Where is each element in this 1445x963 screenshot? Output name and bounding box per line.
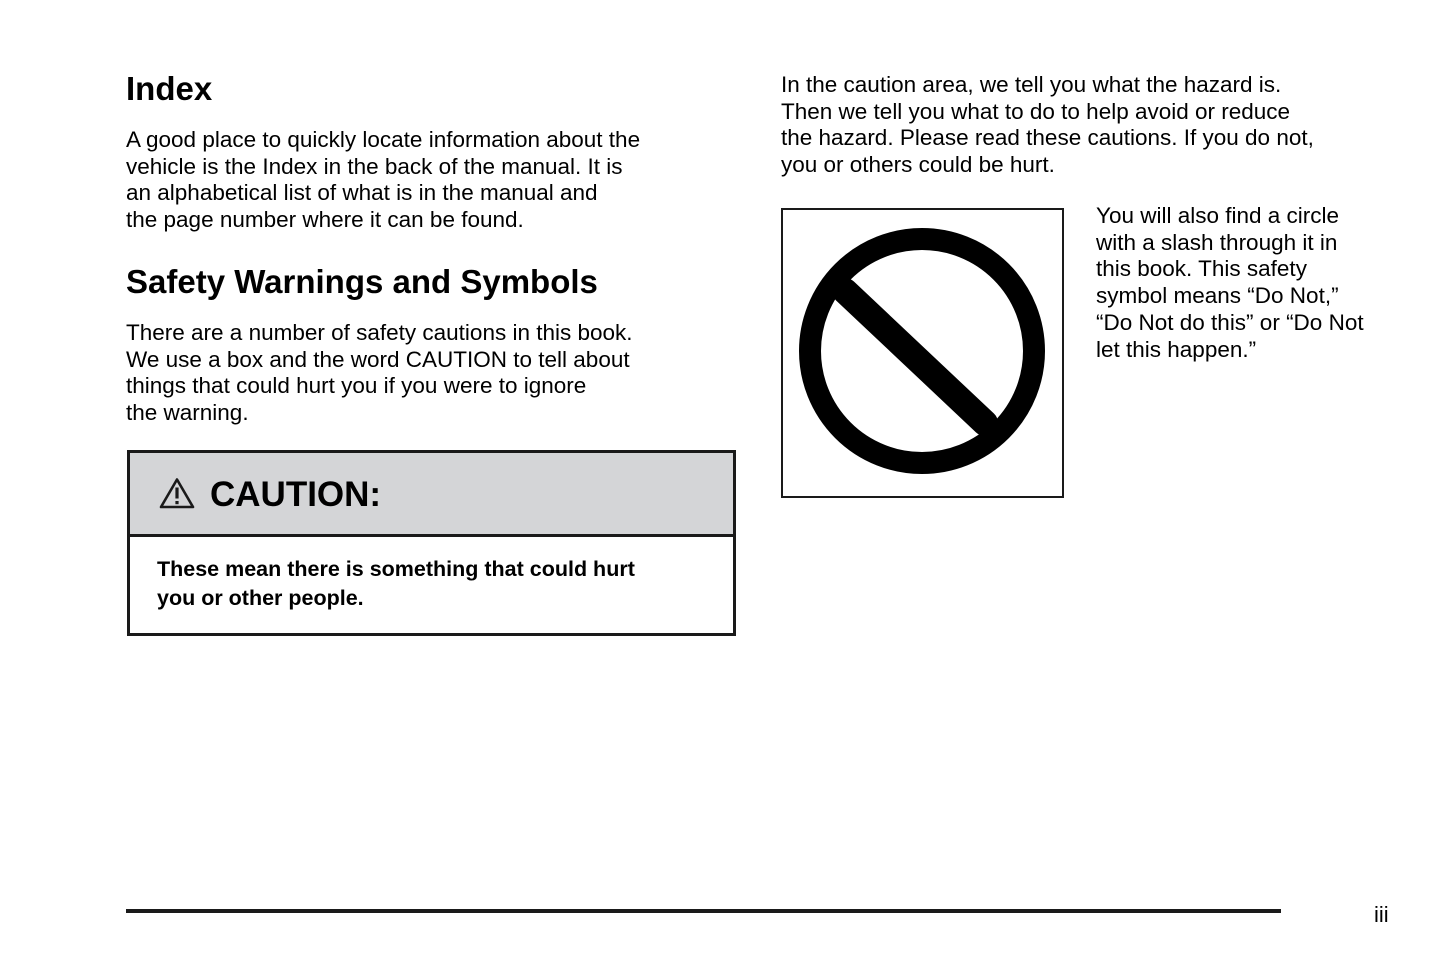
caution-line: you or other people. (157, 586, 364, 610)
caution-text (157, 555, 635, 613)
paragraph-line: things that could hurt you if you were to ignore (126, 373, 587, 399)
page-number: iii (1374, 902, 1389, 927)
paragraph-line: you or others could be hurt. (781, 152, 1055, 178)
prohibition-symbol-box (781, 208, 1064, 498)
paragraph-line: “Do Not do this” or “Do Not (1096, 309, 1364, 335)
hazard-paragraph (781, 72, 1314, 179)
caution-box (127, 450, 736, 636)
paragraph-line: the warning. (126, 400, 249, 426)
paragraph-line: There are a number of safety cautions in this book. (126, 320, 633, 345)
paragraph-line: In the caution area, we tell you what the hazard is. (781, 72, 1282, 97)
index-heading: Index (126, 70, 213, 107)
paragraph-line: with a slash through it in (1096, 229, 1338, 255)
paragraph-line: an alphabetical list of what is in the manual and (126, 180, 598, 206)
caution-label: CAUTION: (210, 475, 382, 514)
footer-divider (126, 909, 1281, 913)
warning-triangle-icon (159, 477, 195, 509)
paragraph-line: symbol means “Do Not,” (1096, 283, 1339, 309)
paragraph-line: let this happen.” (1096, 336, 1257, 362)
safety-paragraph (126, 320, 633, 427)
caution-header (130, 453, 733, 537)
paragraph-line: this book. This safety (1096, 256, 1307, 282)
caution-line: These mean there is something that could hurt (157, 557, 635, 581)
paragraph-line: A good place to quickly locate information about the (126, 127, 641, 152)
safety-warnings-heading: Safety Warnings and Symbols (126, 263, 598, 300)
paragraph-line: Then we tell you what to do to help avoid or reduce (781, 98, 1291, 124)
index-paragraph (126, 127, 640, 234)
prohibition-circle-slash-icon (783, 210, 1062, 496)
paragraph-line: vehicle is the Index in the back of the manual. It is (126, 153, 623, 179)
paragraph-line: the page number where it can be found. (126, 207, 524, 233)
symbol-paragraph (1096, 203, 1364, 363)
paragraph-line: the hazard. Please read these cautions. If you do not, (781, 125, 1314, 151)
paragraph-line: You will also find a circle (1096, 203, 1340, 228)
paragraph-line: We use a box and the word CAUTION to tell about (126, 346, 630, 372)
